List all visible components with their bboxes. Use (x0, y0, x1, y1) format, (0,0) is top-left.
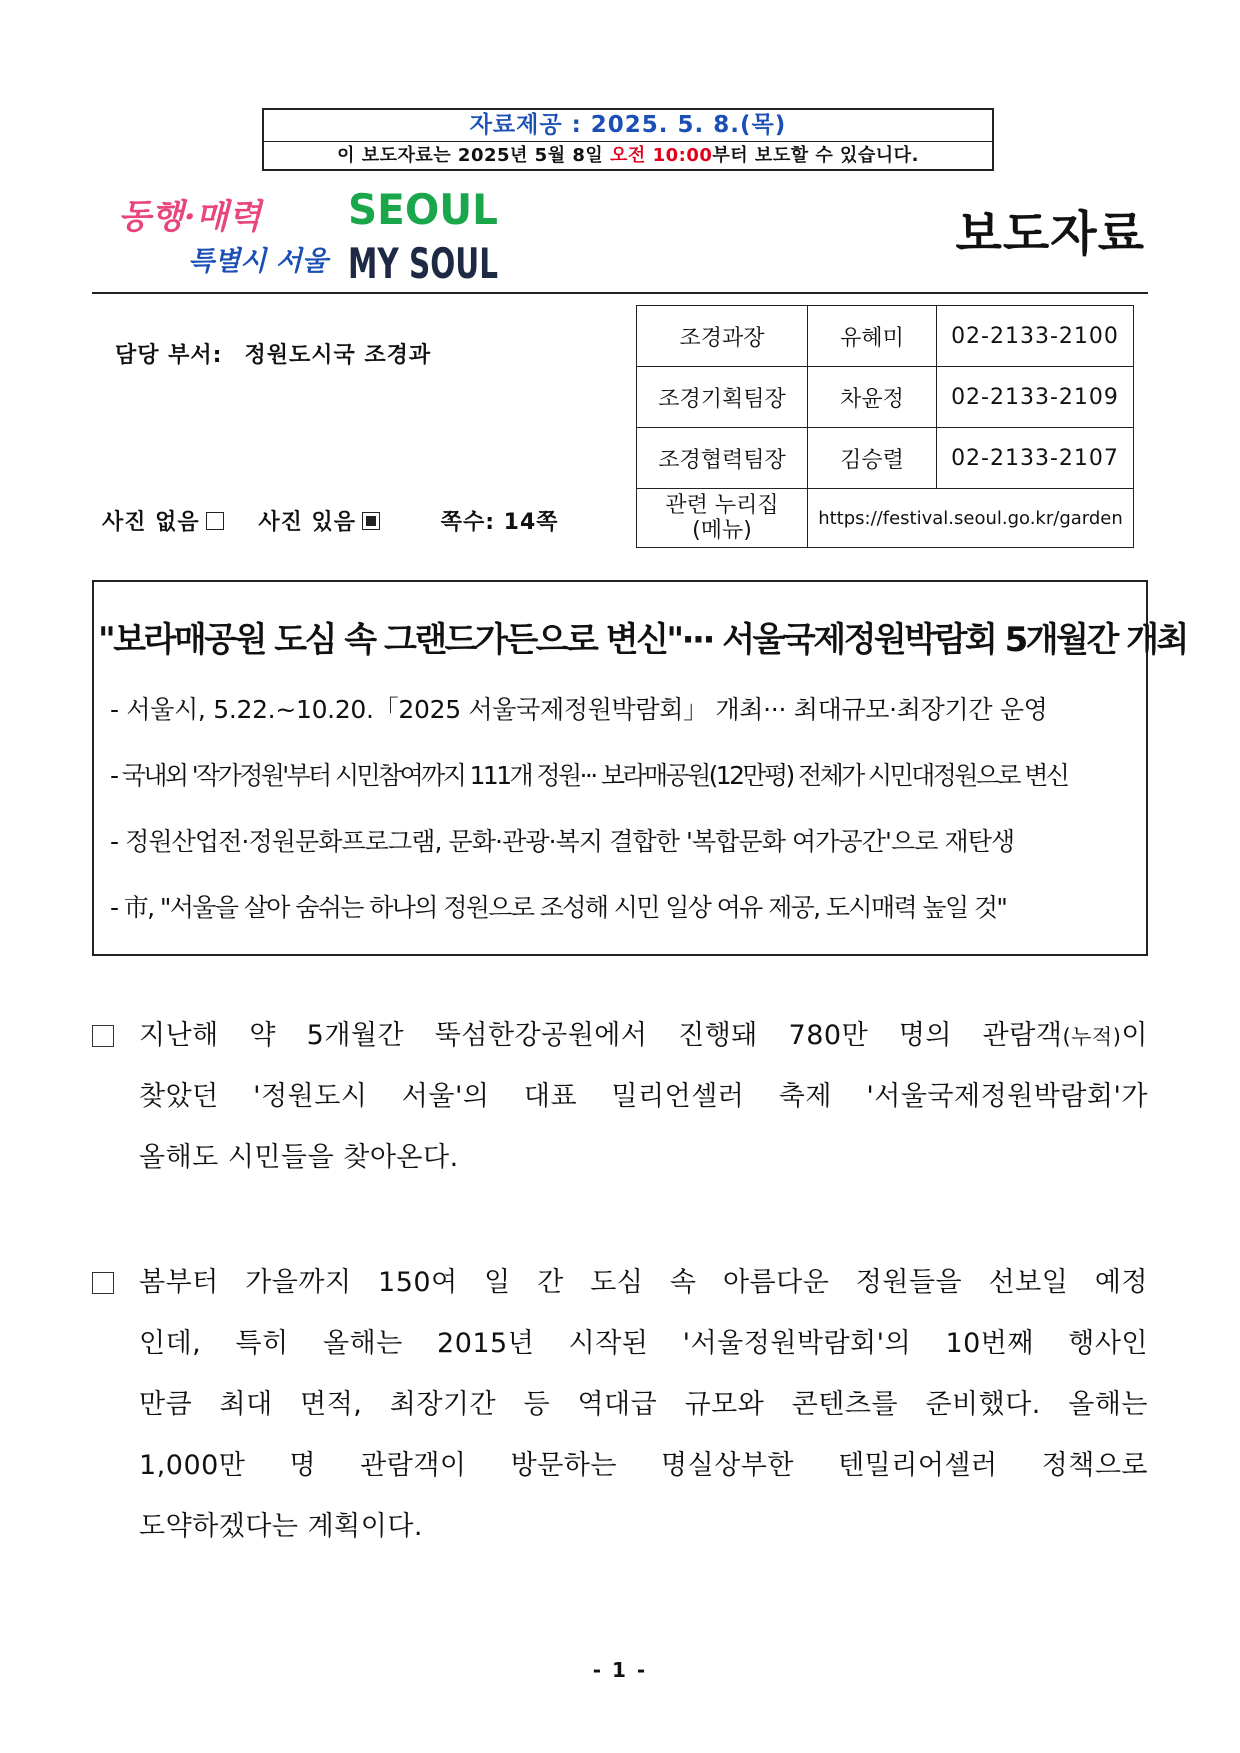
contact-row (637, 306, 1134, 367)
contact-role: 조경과장 (637, 306, 808, 367)
contact-name: 김승렬 (808, 428, 937, 489)
related-site-label-line1: 관련 누리집 (665, 493, 779, 518)
paragraph-text: 이 (1121, 1020, 1148, 1051)
embargo-time: 오전 10:00 (610, 145, 713, 166)
photo-none-checkbox (206, 512, 224, 530)
seoul-slogan-logo (112, 184, 328, 284)
contact-phone: 02-2133-2109 (937, 367, 1134, 428)
body-paragraph-1 (92, 1005, 1154, 1188)
paragraph-line: 도약하겠다는 계획이다. (139, 1511, 423, 1542)
paragraph-lines (139, 1252, 1148, 1557)
related-site-row (637, 489, 1134, 548)
embargo-text-post: 부터 보도할 수 있습니다. (712, 145, 919, 166)
paragraph-line: 봄부터 가을까지 150여 일 간 도심 속 아름다운 정원들을 선보일 예정 (139, 1267, 1148, 1298)
photo-yes-label: 사진 있음 (258, 510, 357, 535)
department-value: 정원도시국 조경과 (244, 343, 432, 368)
subheadline: - 정원산업전·정원문화프로그램, 문화·관광·복지 결합한 '복합문화 여가공간'으로 재탄생 (110, 827, 1015, 856)
header-divider (92, 292, 1148, 294)
bullet-box-icon (92, 1025, 114, 1047)
paragraph-text: 지난해 약 5개월간 뚝섬한강공원에서 진행돼 780만 명의 관람객 (139, 1020, 1063, 1051)
press-release-title: 보도자료 (955, 206, 1145, 262)
body-paragraph-2 (92, 1252, 1154, 1557)
paragraph-line: 올해도 시민들을 찾아온다. (139, 1142, 459, 1173)
contact-row (637, 428, 1134, 489)
contact-phone: 02-2133-2107 (937, 428, 1134, 489)
paragraph-line: 1,000만 명 관람객이 방문하는 명실상부한 텐밀리어셀러 정책으로 (139, 1450, 1148, 1481)
slogan-line1: 동행·매력 (118, 197, 262, 237)
slogan-line2: 특별시 서울 (188, 246, 328, 277)
contact-table (636, 305, 1134, 548)
page-number: - 1 - (592, 1658, 648, 1682)
paragraph-line: 찾았던 '정원도시 서울'의 대표 밀리언셀러 축제 '서울국제정원박람회'가 (139, 1081, 1148, 1112)
embargo-notice (264, 142, 992, 169)
release-date: 자료제공 : 2025. 5. 8.(목) (264, 110, 992, 142)
department-label: 담당 부서: (115, 343, 223, 368)
bullet-box-icon (92, 1272, 114, 1294)
paragraph-line: 인데, 특히 올해는 2015년 시작된 '서울정원박람회'의 10번째 행사인 (139, 1328, 1148, 1359)
related-site-url[interactable]: https://festival.seoul.go.kr/garden (808, 489, 1134, 548)
seoul-my-soul-logo (348, 180, 500, 288)
paragraph-lines (139, 1005, 1148, 1188)
contact-role: 조경협력팀장 (637, 428, 808, 489)
contact-role: 조경기획팀장 (637, 367, 808, 428)
photo-info (102, 505, 559, 536)
subheadline: - 서울시, 5.22.~10.20.「2025 서울국제정원박람회」 개최··· 최대규모·최장기간 운영 (110, 695, 1048, 724)
photo-none-label: 사진 없음 (102, 510, 200, 535)
subheadline: - 국내외 '작가정원'부터 시민참여까지 111개 정원··· 보라매공원(12만평) 전체가 시민대정원으로 변신 (110, 761, 1068, 790)
contact-name: 유혜미 (808, 306, 937, 367)
contact-row (637, 367, 1134, 428)
paragraph-line: 만큼 최대 면적, 최장기간 등 역대급 규모와 콘텐츠를 준비했다. 올해는 (139, 1389, 1148, 1420)
photo-yes-checkbox (362, 512, 380, 530)
page-count: 쪽수: 14쪽 (440, 510, 559, 535)
related-site-label (637, 489, 808, 548)
related-site-label-line2: (메뉴) (692, 518, 752, 543)
contact-phone: 02-2133-2100 (937, 306, 1134, 367)
seoul-wordmark: SEOUL (348, 185, 498, 234)
embargo-text-pre: 이 보도자료는 2025년 5월 8일 (337, 145, 611, 166)
department-info (115, 338, 431, 369)
contact-name: 차윤정 (808, 367, 937, 428)
release-banner (262, 108, 994, 171)
my-soul-wordmark: MY SOUL (348, 239, 498, 288)
headline: "보라매공원 도심 속 그랜드가든으로 변신"··· 서울국제정원박람회 5개월간 개최 (98, 620, 1187, 660)
paragraph-note: (누적) (1062, 1025, 1122, 1049)
subheadline: - 市, "서울을 살아 숨쉬는 하나의 정원으로 조성해 시민 일상 여유 제공, 도시매력 높일 것" (110, 893, 1007, 922)
paragraph-line (139, 1005, 1148, 1066)
